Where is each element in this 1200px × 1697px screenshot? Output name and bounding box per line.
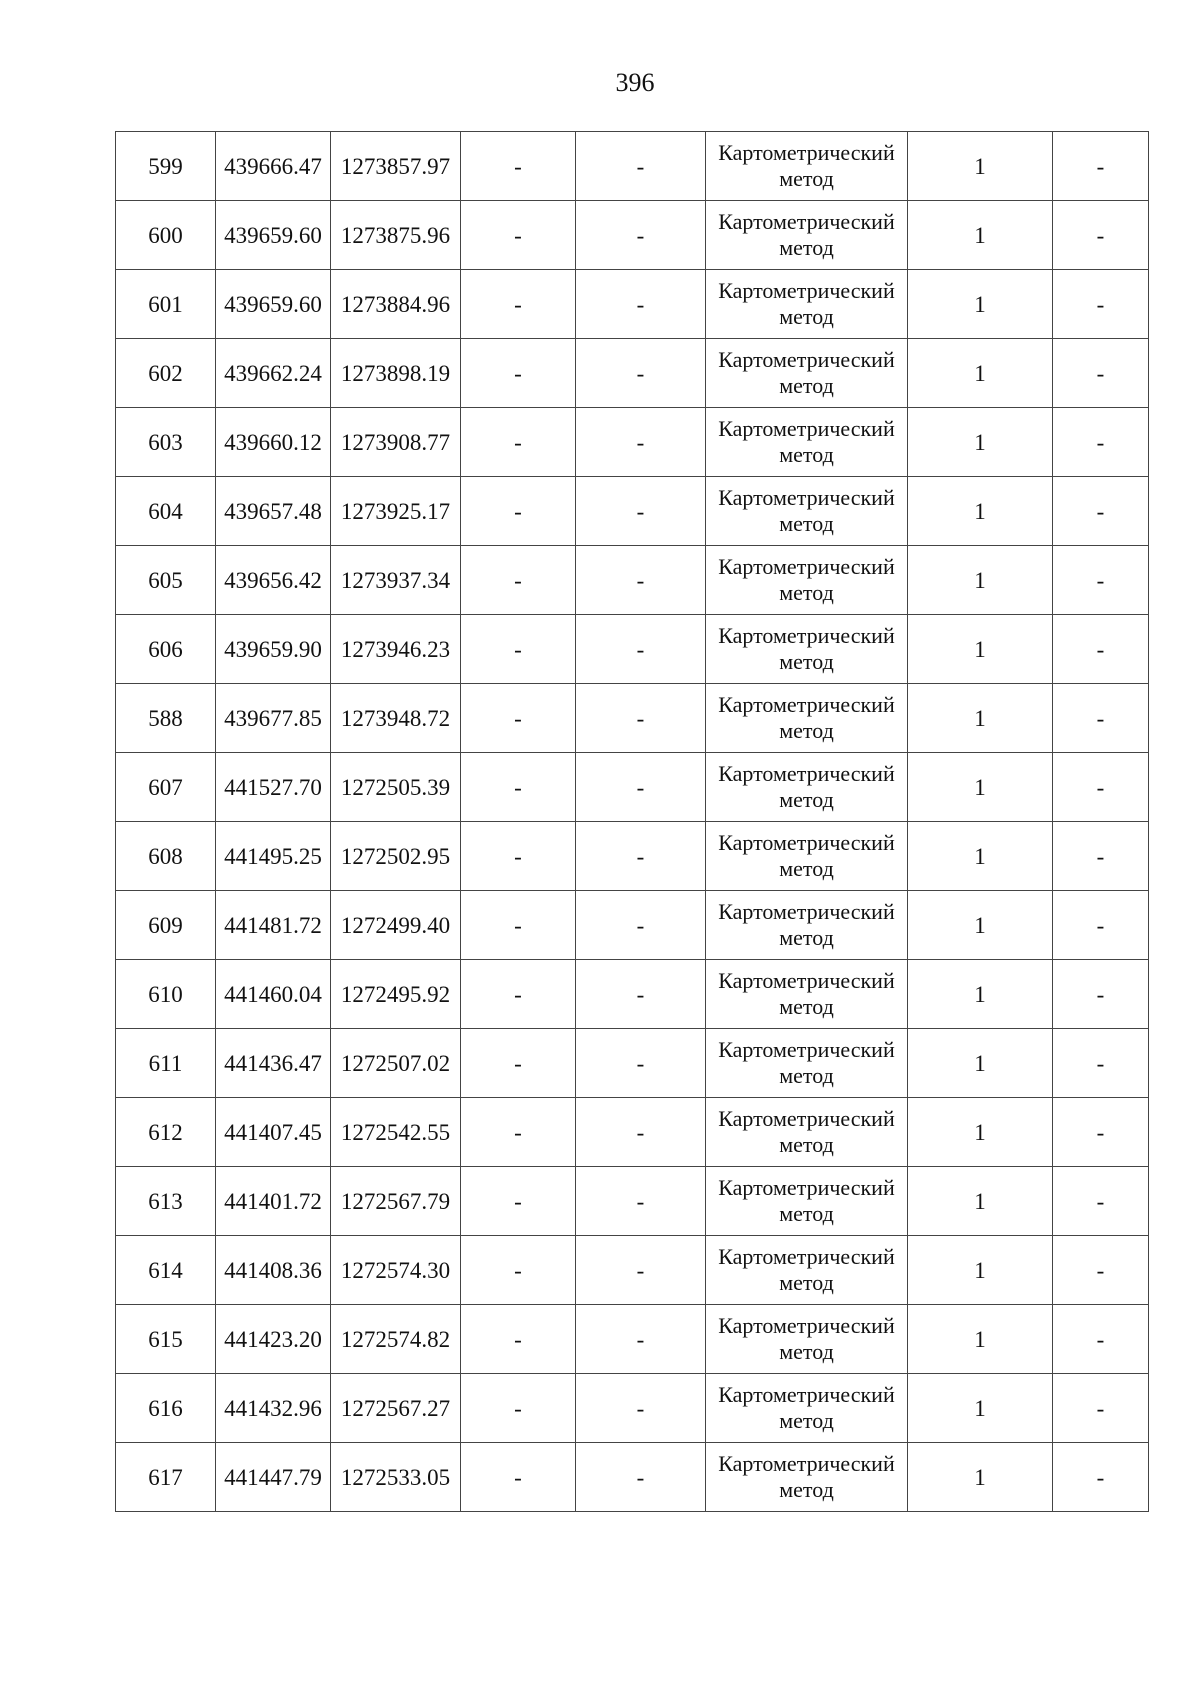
- dash-cell: -: [461, 1167, 576, 1236]
- table-row: [116, 822, 1149, 891]
- y-coordinate-cell: 1273937.34: [331, 546, 461, 615]
- method-cell: [706, 1305, 908, 1374]
- dash-cell: -: [576, 1443, 706, 1512]
- method-line-1: Картометрический: [718, 968, 895, 993]
- dash-cell: -: [461, 201, 576, 270]
- accuracy-cell: 1: [908, 1374, 1053, 1443]
- dash-cell: -: [576, 1236, 706, 1305]
- x-coordinate-cell: 441460.04: [216, 960, 331, 1029]
- method-line-2: метод: [779, 718, 834, 743]
- method-cell: [706, 1167, 908, 1236]
- method-cell: [706, 477, 908, 546]
- dash-cell: -: [576, 1098, 706, 1167]
- x-coordinate-cell: 441447.79: [216, 1443, 331, 1512]
- dash-cell: -: [576, 615, 706, 684]
- x-coordinate-cell: 439659.60: [216, 270, 331, 339]
- method-cell: [706, 546, 908, 615]
- method-cell: [706, 960, 908, 1029]
- dash-cell: -: [576, 477, 706, 546]
- method-cell: [706, 891, 908, 960]
- method-cell: [706, 1236, 908, 1305]
- table-row: [116, 684, 1149, 753]
- point-number-cell: 614: [116, 1236, 216, 1305]
- note-cell: -: [1053, 408, 1149, 477]
- dash-cell: -: [461, 960, 576, 1029]
- point-number-cell: 588: [116, 684, 216, 753]
- point-number-cell: 604: [116, 477, 216, 546]
- y-coordinate-cell: 1272567.79: [331, 1167, 461, 1236]
- dash-cell: -: [576, 270, 706, 339]
- note-cell: -: [1053, 1029, 1149, 1098]
- table-row: [116, 1167, 1149, 1236]
- dash-cell: -: [461, 684, 576, 753]
- x-coordinate-cell: 439660.12: [216, 408, 331, 477]
- accuracy-cell: 1: [908, 546, 1053, 615]
- table-body: [116, 132, 1149, 1512]
- table-row: [116, 1029, 1149, 1098]
- y-coordinate-cell: 1272502.95: [331, 822, 461, 891]
- note-cell: -: [1053, 546, 1149, 615]
- dash-cell: -: [576, 960, 706, 1029]
- x-coordinate-cell: 439656.42: [216, 546, 331, 615]
- x-coordinate-cell: 439657.48: [216, 477, 331, 546]
- y-coordinate-cell: 1272567.27: [331, 1374, 461, 1443]
- accuracy-cell: 1: [908, 1167, 1053, 1236]
- point-number-cell: 617: [116, 1443, 216, 1512]
- method-line-2: метод: [779, 856, 834, 881]
- point-number-cell: 602: [116, 339, 216, 408]
- method-line-2: метод: [779, 1477, 834, 1502]
- dash-cell: -: [576, 546, 706, 615]
- method-line-1: Картометрический: [718, 554, 895, 579]
- x-coordinate-cell: 441423.20: [216, 1305, 331, 1374]
- method-line-1: Картометрический: [718, 140, 895, 165]
- table-row: [116, 615, 1149, 684]
- table-row: [116, 1236, 1149, 1305]
- table-row: [116, 960, 1149, 1029]
- method-line-1: Картометрический: [718, 692, 895, 717]
- method-line-1: Картометрический: [718, 1106, 895, 1131]
- method-cell: [706, 1029, 908, 1098]
- method-line-1: Картометрический: [718, 209, 895, 234]
- accuracy-cell: 1: [908, 1236, 1053, 1305]
- accuracy-cell: 1: [908, 408, 1053, 477]
- x-coordinate-cell: 441432.96: [216, 1374, 331, 1443]
- note-cell: -: [1053, 477, 1149, 546]
- x-coordinate-cell: 439666.47: [216, 132, 331, 201]
- y-coordinate-cell: 1273925.17: [331, 477, 461, 546]
- table-row: [116, 408, 1149, 477]
- table-row: [116, 1305, 1149, 1374]
- dash-cell: -: [461, 1305, 576, 1374]
- point-number-cell: 612: [116, 1098, 216, 1167]
- coordinates-table: [115, 131, 1149, 1512]
- dash-cell: -: [461, 891, 576, 960]
- method-line-1: Картометрический: [718, 899, 895, 924]
- y-coordinate-cell: 1272507.02: [331, 1029, 461, 1098]
- method-line-1: Картометрический: [718, 1175, 895, 1200]
- point-number-cell: 599: [116, 132, 216, 201]
- dash-cell: -: [461, 408, 576, 477]
- dash-cell: -: [461, 339, 576, 408]
- method-cell: [706, 201, 908, 270]
- y-coordinate-cell: 1273898.19: [331, 339, 461, 408]
- point-number-cell: 613: [116, 1167, 216, 1236]
- x-coordinate-cell: 441401.72: [216, 1167, 331, 1236]
- method-line-1: Картометрический: [718, 761, 895, 786]
- dash-cell: -: [461, 753, 576, 822]
- dash-cell: -: [461, 132, 576, 201]
- note-cell: -: [1053, 1167, 1149, 1236]
- point-number-cell: 609: [116, 891, 216, 960]
- x-coordinate-cell: 441436.47: [216, 1029, 331, 1098]
- method-cell: [706, 822, 908, 891]
- note-cell: -: [1053, 960, 1149, 1029]
- method-line-2: метод: [779, 787, 834, 812]
- accuracy-cell: 1: [908, 339, 1053, 408]
- note-cell: -: [1053, 1236, 1149, 1305]
- y-coordinate-cell: 1273948.72: [331, 684, 461, 753]
- method-line-2: метод: [779, 235, 834, 260]
- x-coordinate-cell: 439677.85: [216, 684, 331, 753]
- method-cell: [706, 753, 908, 822]
- accuracy-cell: 1: [908, 477, 1053, 546]
- method-cell: [706, 1374, 908, 1443]
- method-cell: [706, 615, 908, 684]
- accuracy-cell: 1: [908, 684, 1053, 753]
- table-row: [116, 201, 1149, 270]
- method-line-2: метод: [779, 511, 834, 536]
- dash-cell: -: [576, 408, 706, 477]
- dash-cell: -: [576, 1305, 706, 1374]
- y-coordinate-cell: 1272574.30: [331, 1236, 461, 1305]
- page-number: 396: [615, 68, 655, 97]
- x-coordinate-cell: 439662.24: [216, 339, 331, 408]
- x-coordinate-cell: 441481.72: [216, 891, 331, 960]
- table-row: [116, 339, 1149, 408]
- accuracy-cell: 1: [908, 1098, 1053, 1167]
- method-line-2: метод: [779, 373, 834, 398]
- dash-cell: -: [461, 822, 576, 891]
- method-line-1: Картометрический: [718, 1382, 895, 1407]
- method-line-2: метод: [779, 1408, 834, 1433]
- method-cell: [706, 132, 908, 201]
- dash-cell: -: [576, 684, 706, 753]
- x-coordinate-cell: 441495.25: [216, 822, 331, 891]
- method-line-2: метод: [779, 1201, 834, 1226]
- point-number-cell: 601: [116, 270, 216, 339]
- note-cell: -: [1053, 339, 1149, 408]
- note-cell: -: [1053, 270, 1149, 339]
- note-cell: -: [1053, 891, 1149, 960]
- accuracy-cell: 1: [908, 132, 1053, 201]
- dash-cell: -: [576, 1374, 706, 1443]
- note-cell: -: [1053, 822, 1149, 891]
- method-line-1: Картометрический: [718, 1313, 895, 1338]
- dash-cell: -: [461, 546, 576, 615]
- method-line-2: метод: [779, 1063, 834, 1088]
- x-coordinate-cell: 439659.60: [216, 201, 331, 270]
- method-line-1: Картометрический: [718, 347, 895, 372]
- accuracy-cell: 1: [908, 960, 1053, 1029]
- dash-cell: -: [461, 1236, 576, 1305]
- note-cell: -: [1053, 1305, 1149, 1374]
- table-row: [116, 132, 1149, 201]
- y-coordinate-cell: 1272574.82: [331, 1305, 461, 1374]
- x-coordinate-cell: 441408.36: [216, 1236, 331, 1305]
- accuracy-cell: 1: [908, 891, 1053, 960]
- dash-cell: -: [461, 615, 576, 684]
- method-line-2: метод: [779, 1270, 834, 1295]
- accuracy-cell: 1: [908, 201, 1053, 270]
- dash-cell: -: [576, 753, 706, 822]
- method-line-2: метод: [779, 304, 834, 329]
- accuracy-cell: 1: [908, 615, 1053, 684]
- method-cell: [706, 339, 908, 408]
- note-cell: -: [1053, 753, 1149, 822]
- method-cell: [706, 1098, 908, 1167]
- note-cell: -: [1053, 1374, 1149, 1443]
- dash-cell: -: [576, 891, 706, 960]
- table-row: [116, 270, 1149, 339]
- x-coordinate-cell: 441527.70: [216, 753, 331, 822]
- note-cell: -: [1053, 684, 1149, 753]
- dash-cell: -: [461, 1029, 576, 1098]
- y-coordinate-cell: 1272499.40: [331, 891, 461, 960]
- method-line-2: метод: [779, 580, 834, 605]
- y-coordinate-cell: 1273857.97: [331, 132, 461, 201]
- point-number-cell: 607: [116, 753, 216, 822]
- point-number-cell: 600: [116, 201, 216, 270]
- y-coordinate-cell: 1273884.96: [331, 270, 461, 339]
- accuracy-cell: 1: [908, 822, 1053, 891]
- table-row: [116, 753, 1149, 822]
- note-cell: -: [1053, 615, 1149, 684]
- dash-cell: -: [576, 822, 706, 891]
- point-number-cell: 610: [116, 960, 216, 1029]
- method-cell: [706, 408, 908, 477]
- method-line-2: метод: [779, 649, 834, 674]
- method-line-2: метод: [779, 166, 834, 191]
- dash-cell: -: [576, 339, 706, 408]
- accuracy-cell: 1: [908, 1029, 1053, 1098]
- accuracy-cell: 1: [908, 1305, 1053, 1374]
- dash-cell: -: [576, 1167, 706, 1236]
- point-number-cell: 616: [116, 1374, 216, 1443]
- point-number-cell: 611: [116, 1029, 216, 1098]
- method-line-2: метод: [779, 1339, 834, 1364]
- x-coordinate-cell: 441407.45: [216, 1098, 331, 1167]
- method-cell: [706, 270, 908, 339]
- accuracy-cell: 1: [908, 1443, 1053, 1512]
- dash-cell: -: [576, 201, 706, 270]
- method-line-2: метод: [779, 1132, 834, 1157]
- dash-cell: -: [576, 132, 706, 201]
- y-coordinate-cell: 1272505.39: [331, 753, 461, 822]
- table-row: [116, 546, 1149, 615]
- method-cell: [706, 684, 908, 753]
- accuracy-cell: 1: [908, 753, 1053, 822]
- y-coordinate-cell: 1273875.96: [331, 201, 461, 270]
- method-line-1: Картометрический: [718, 278, 895, 303]
- method-line-2: метод: [779, 442, 834, 467]
- dash-cell: -: [461, 477, 576, 546]
- dash-cell: -: [461, 270, 576, 339]
- accuracy-cell: 1: [908, 270, 1053, 339]
- method-line-1: Картометрический: [718, 1037, 895, 1062]
- table-row: [116, 477, 1149, 546]
- method-line-1: Картометрический: [718, 1451, 895, 1476]
- dash-cell: -: [461, 1098, 576, 1167]
- table-row: [116, 1374, 1149, 1443]
- dash-cell: -: [576, 1029, 706, 1098]
- y-coordinate-cell: 1273946.23: [331, 615, 461, 684]
- y-coordinate-cell: 1272495.92: [331, 960, 461, 1029]
- point-number-cell: 608: [116, 822, 216, 891]
- note-cell: -: [1053, 132, 1149, 201]
- x-coordinate-cell: 439659.90: [216, 615, 331, 684]
- table-row: [116, 891, 1149, 960]
- method-line-2: метод: [779, 925, 834, 950]
- method-line-2: метод: [779, 994, 834, 1019]
- note-cell: -: [1053, 201, 1149, 270]
- note-cell: -: [1053, 1443, 1149, 1512]
- method-cell: [706, 1443, 908, 1512]
- y-coordinate-cell: 1272542.55: [331, 1098, 461, 1167]
- y-coordinate-cell: 1273908.77: [331, 408, 461, 477]
- dash-cell: -: [461, 1374, 576, 1443]
- note-cell: -: [1053, 1098, 1149, 1167]
- table-row: [116, 1443, 1149, 1512]
- method-line-1: Картометрический: [718, 485, 895, 510]
- point-number-cell: 605: [116, 546, 216, 615]
- method-line-1: Картометрический: [718, 830, 895, 855]
- point-number-cell: 603: [116, 408, 216, 477]
- table-row: [116, 1098, 1149, 1167]
- y-coordinate-cell: 1272533.05: [331, 1443, 461, 1512]
- method-line-1: Картометрический: [718, 416, 895, 441]
- method-line-1: Картометрический: [718, 1244, 895, 1269]
- point-number-cell: 615: [116, 1305, 216, 1374]
- dash-cell: -: [461, 1443, 576, 1512]
- point-number-cell: 606: [116, 615, 216, 684]
- method-line-1: Картометрический: [718, 623, 895, 648]
